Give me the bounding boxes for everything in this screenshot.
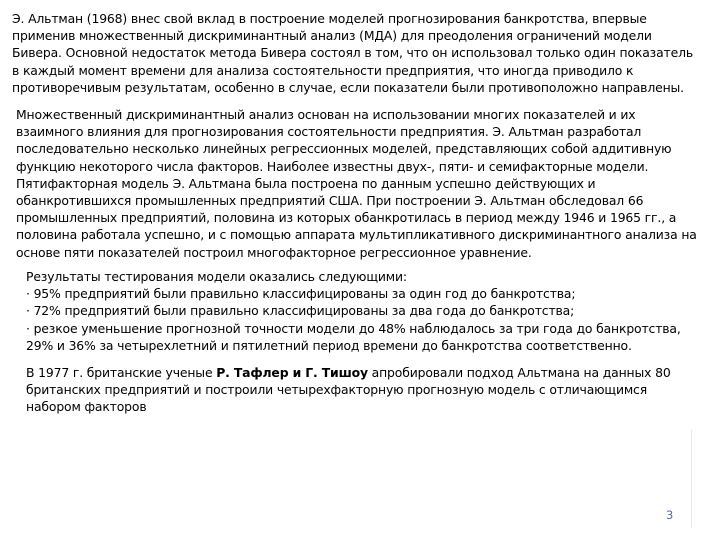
paragraph-text-before: В 1977 г. британские ученые — [26, 365, 217, 380]
paragraph-altman-intro: Э. Альтман (1968) внес свой вклад в построение моделей прогнозирования банкротства, впервые применив множественный дискриминантный анализ (МДА) для преодоления ограничений модели Бивера. Основной недостаток метода Бивера состоял в том, что он использовал только один показатель в каждый момент времени для анализа состоятельности предприятия, что иногда приводило к противоречивым результатам, особенно в случае, если показатели были противоположно направлены. — [12, 11, 694, 95]
paragraph-taffler-tishaw — [26, 364, 716, 416]
paragraph-mda-description: Множественный дискриминантный анализ основан на использовании многих показателей и их взаимного влияния для прогнозирования состоятельности предприятия. Э. Альтман разработал последовательно несколько линейных регрессионных моделей, представляющих собой аддитивную функцию некоторого числа факторов. Наиболее известны двух-, пяти- и семифакторные модели. Пятифакторная модель Э. Альтмана была построена по данным успешно действующих и обанкротившихся промышленных предприятий США. При построении Э. Альтман обследовал 66 промышленных предприятий, половина из которых обанкротилась в период между 1946 и 1965 гг., а половина работала успешно, и с помощью аппарата мультипликативного дискриминантного анализа на основе пяти показателей построил многофакторное регрессионное уравнение. — [16, 107, 697, 260]
page-number: 3 — [666, 508, 674, 522]
empty-panel — [16, 430, 692, 528]
paragraph-test-results: Результаты тестирования модели оказались следующими: · 95% предприятий были правильно классифицированы за один год до банкротства; · 72% предприятий были правильно классифицированы за два года до банкротства; · резкое уменьшение прогнозной точности модели до 48% наблюдалось за три года до банкротства, 29% и 36% за четырехлетний и пятилетний период времени до банкротства соответственно. — [26, 269, 681, 353]
paragraph-text-after: апробировали подход Альтмана на данных 80 британских предприятий и построили четырехфакторную прогнозную модель с отличающимся набором факторов — [26, 365, 671, 415]
authors-bold: Р. Тафлер и Г. Тишоу — [216, 365, 368, 380]
